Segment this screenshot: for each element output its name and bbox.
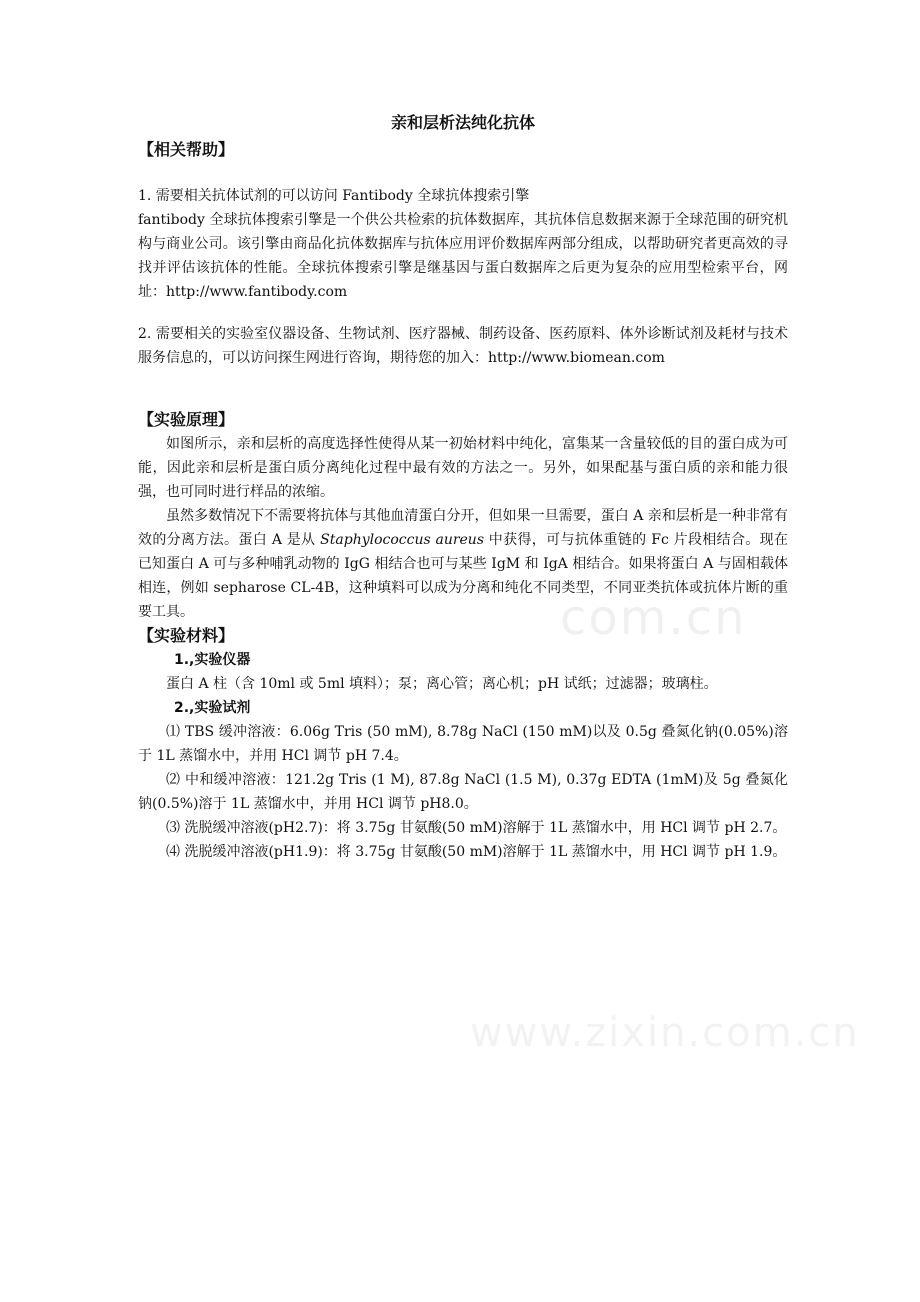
- document-title: 亲和层析法纯化抗体: [390, 113, 535, 132]
- principle-paragraph-2: [138, 504, 788, 624]
- spacer: [138, 370, 788, 408]
- help-item-2: 2. 需要相关的实验室仪器设备、生物试剂、医疗器械、制药设备、医药原料、体外诊断试剂及耗材与技术服务信息的，可以访问探生网进行咨询，期待您的加入：http://www.biomean.com: [138, 326, 788, 366]
- help-item-1-title: 1. 需要相关抗体试剂的可以访问 Fantibody 全球抗体搜索引擎: [138, 188, 530, 204]
- instruments-heading: 1.,实验仪器: [174, 652, 251, 668]
- document-page: [138, 110, 788, 864]
- help-item-1-body: fantibody 全球抗体搜索引擎是一个供公共检索的抗体数据库，其抗体信息数据来源于全球范围的研究机构与商业公司。该引擎由商品化抗体数据库与抗体应用评价数据库两部分组成，以帮助研究者更高效的寻找并评估该抗体的性能。全球抗体搜索引擎是继基因与蛋白数据库之后更为复杂的应用型检索平台，网址：http://www.fantibody.com: [138, 212, 788, 300]
- reagent-item-3: ⑶ 洗脱缓冲溶液(pH2.7)：将 3.75g 甘氨酸(50 mM)溶解于 1L 蒸馏水中，用 HCl 调节 pH 2.7。: [166, 820, 787, 836]
- spacer: [138, 304, 788, 322]
- principle-paragraph-1: 如图所示，亲和层析的高度选择性使得从某一初始材料中纯化，富集某一含量较低的目的蛋白成为可能，因此亲和层析是蛋白质分离纯化过程中最有效的方法之一。另外，如果配基与蛋白质的亲和能力很强，也可同时进行样品的浓缩。: [138, 436, 788, 500]
- reagent-item-2: ⑵ 中和缓冲溶液：121.2g Tris (1 M), 87.8g NaCl (1.5 M), 0.37g EDTA (1mM)及 5g 叠氮化钠(0.5%)溶于 1L 蒸馏水中，并用 HCl 调节 pH8.0。: [138, 772, 788, 812]
- reagent-item-1: ⑴ TBS 缓冲溶液：6.06g Tris (50 mM), 8.78g NaCl (150 mM)以及 0.5g 叠氮化钠(0.05%)溶于 1L 蒸馏水中，并用 HCl 调节 pH 7.4。: [138, 724, 788, 764]
- principle-paragraph-2-part-b: 中获得，可与抗体重链的 Fc 片段相结合。现在已知蛋白 A 可与多种哺乳动物的 IgG 相结合也可与某些 IgM 和 IgA 相结合。如果将蛋白 A 与固相载体相连，例如 sepharose CL-4B，这种填料可以成为分离和纯化不同类型，不同亚类抗体或抗体片断的重要工具。: [138, 532, 788, 620]
- spacer: [138, 162, 788, 184]
- section-heading-principle: 【实验原理】: [138, 410, 235, 429]
- section-heading-help: 【相关帮助】: [138, 140, 235, 159]
- watermark: com.cn: [560, 590, 747, 646]
- instruments-list: 蛋白 A 柱（含 10ml 或 5ml 填料）；泵；离心管；离心机；pH 试纸；过滤器；玻璃柱。: [166, 676, 718, 692]
- organism-name: Staphylococcus aureus: [320, 532, 485, 548]
- reagents-heading: 2.,实验试剂: [174, 700, 251, 716]
- section-heading-materials: 【实验材料】: [138, 626, 235, 645]
- principle-paragraph-2-part-a: 虽然多数情况下不需要将抗体与其他血清蛋白分开，但如果一旦需要，蛋白 A 亲和层析是一种非常有效的分离方法。蛋白 A 是从: [138, 508, 788, 548]
- reagent-item-4: ⑷ 洗脱缓冲溶液(pH1.9)：将 3.75g 甘氨酸(50 mM)溶解于 1L 蒸馏水中，用 HCl 调节 pH 1.9。: [166, 844, 787, 860]
- watermark-secondary: www.zixin.com.cn: [470, 1010, 860, 1056]
